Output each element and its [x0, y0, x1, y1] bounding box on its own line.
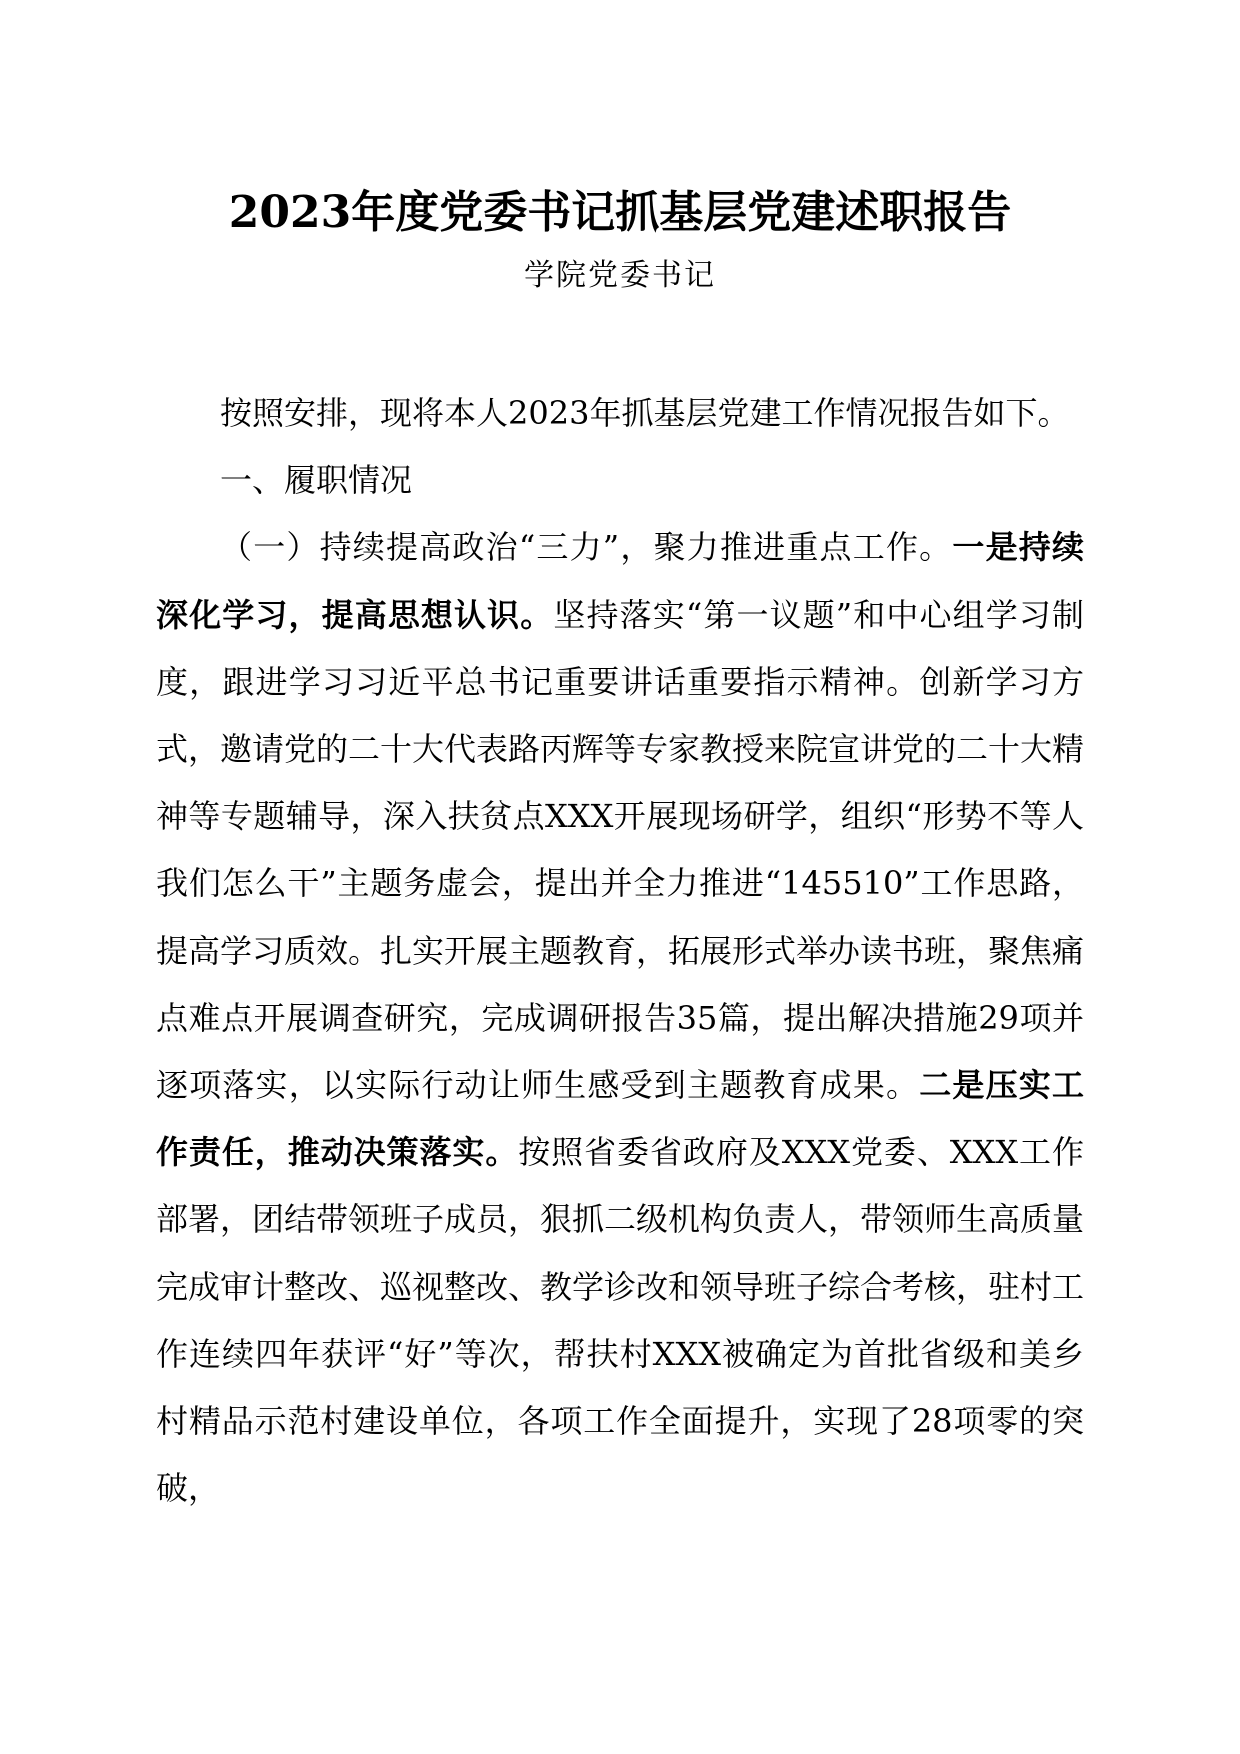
document-author: 学院党委书记	[524, 258, 716, 293]
paragraph-1-lead: （一）持续提高政治“三力”，聚力推进重点工作。	[220, 528, 953, 567]
paragraph-1-text-2: 按照省委省政府及XXX党委、XXX工作部署，团结带领班子成员，狠抓二级机构负责人，带领师生高质量完成审计整改、巡视整改、教学诊改和领导班子综合考核，驻村工作连续四年获评“好”等次，帮扶村XXX被确定为首批省级和美乡村精品示范村建设单位，各项工作全面提升，实现了28项零的突破，	[156, 1133, 1085, 1508]
document-title: 2023年度党委书记抓基层党建述职报告	[228, 187, 1012, 238]
document-body	[156, 380, 1084, 1522]
intro-paragraph: 按照安排，现将本人2023年抓基层党建工作情况报告如下。	[220, 394, 1070, 432]
paragraph-1-text-1: 坚持落实“第一议题”和中心组学习制度，跟进学习习近平总书记重要讲话重要指示精神。创新学习方式，邀请党的二十大代表路丙辉等专家教授来院宣讲党的二十大精神等专题辅导，深入扶贫点XXX开展现场研学，组织“形势不等人 我们怎么干”主题务虚会，提出并全力推进“145510”工作思路，提高学习质效。扎实开展主题教育，拓展形式举办读书班，聚焦痛点难点开展调查研究，完成调研报告35篇，提出解决措施29项并逐项落实，以实际行动让师生感受到主题教育成果。	[156, 595, 1085, 1105]
paragraph-1-bold-2: 二是压实工作责任，推动决策落实。	[156, 1066, 1084, 1172]
section-heading: 一、履职情况	[220, 461, 413, 500]
paragraph-1-bold-1: 一是持续深化学习，提高思想认识。	[156, 528, 1084, 634]
paragraph-1	[156, 514, 1084, 1522]
